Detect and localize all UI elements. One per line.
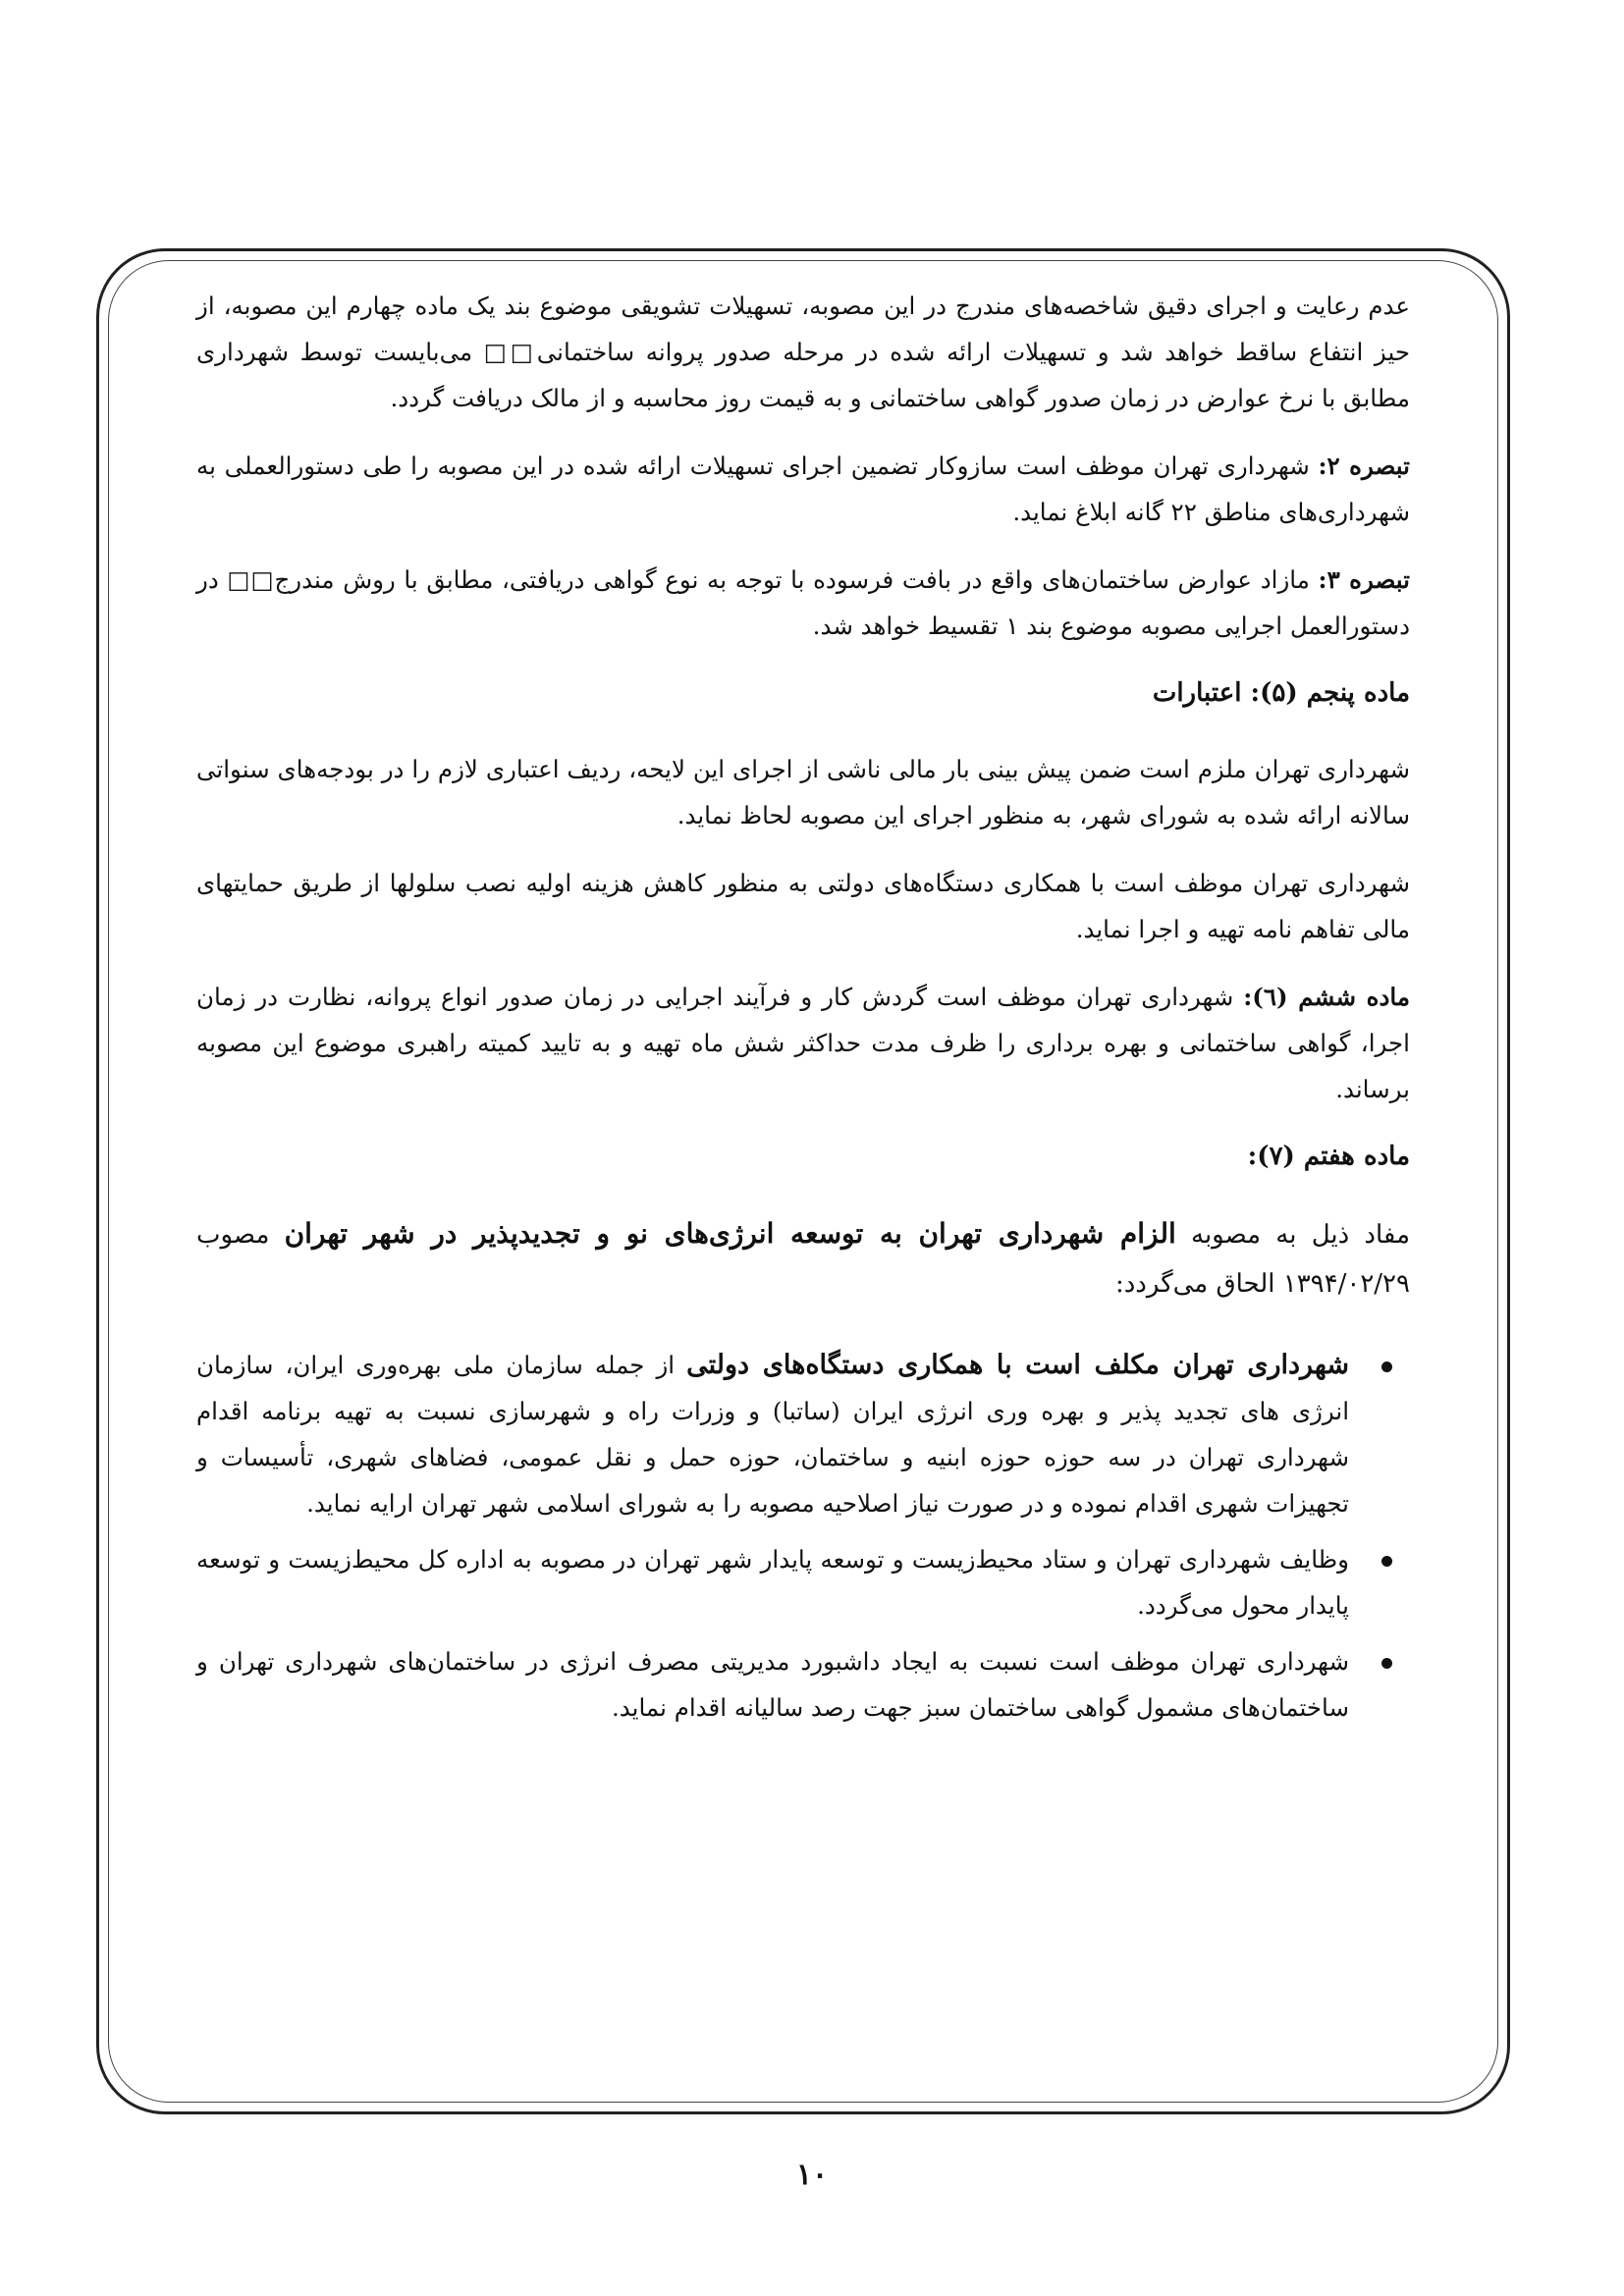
paragraph-noncompliance: عدم رعایت و اجرای دقیق شاخصه‌های مندرج در این مصوبه، تسهیلات تشویقی موضوع بند یک ماده چهارم این مصوبه، از حیز انتفاع ساقط خواهد شد و تسهیلات ارائه شده در مرحله صدور پروانه ساختمانی□□ می‌بایست توسط شهرداری مطابق با نرخ عوارض در زمان صدور گواهی ساختمانی و به قیمت روز محاسبه و از مالک دریافت گردد. bbox=[196, 292, 1410, 412]
note-3-label: تبصره ۳: bbox=[1318, 565, 1410, 594]
list-item-text: شهرداری تهران موظف است نسبت به ایجاد داشبورد مدیریتی مصرف انرژی در ساختمان‌های شهرداری تهران و ساختمان‌های مشمول گواهی ساختمان سبز جهت رصد سالیانه اقدام نماید. bbox=[196, 1647, 1349, 1722]
list-item bbox=[196, 1536, 1410, 1629]
article-5-paragraph-cooperation: شهرداری تهران موظف است با همکاری دستگاه‌های دولتی به منظور کاهش هزینه اولیه نصب سلولها از طریق حمایتهای مالی تفاهم نامه تهیه و اجرا نماید. bbox=[196, 869, 1410, 943]
note-2 bbox=[196, 443, 1410, 535]
article-7-heading: ماده هفتم (۷): bbox=[1247, 1142, 1410, 1171]
bullet-icon bbox=[1381, 1658, 1392, 1669]
article-7-lead-post: مصوب ۱۳۹۴/۰۲/۲۹ الحاق می‌گردد: bbox=[196, 1220, 1410, 1299]
article-6 bbox=[196, 974, 1410, 1112]
note-2-label: تبصره ۲: bbox=[1318, 452, 1410, 480]
bullet-icon bbox=[1381, 1362, 1392, 1372]
article-7-lead bbox=[196, 1209, 1410, 1308]
list-item-text: وظایف شهرداری تهران و ستاد محیط‌زیست و توسعه پایدار شهر تهران در مصوبه به اداره کل محیط‌زیست و توسعه پایدار محول می‌گردد. bbox=[196, 1545, 1349, 1620]
note-2-text: شهرداری تهران موظف است سازوکار تضمین اجرای تسهیلات ارائه شده در این مصوبه را طی دستورالعملی به شهرداری‌های مناطق ۲۲ گانه ابلاغ نماید. bbox=[196, 452, 1410, 526]
article-6-text: شهرداری تهران موظف است گردش کار و فرآیند اجرایی در زمان صدور انواع پروانه، نظارت در زمان اجرا، گواهی ساختمانی و بهره برداری را ظرف مدت حداکثر شش ماه تهیه و به تایید کمیته راهبری موضوع این مصوبه برساند. bbox=[196, 983, 1410, 1103]
list-item-text: از جمله سازمان ملی بهره‌وری ایران، سازمان انرژی های تجدید پذیر و بهره وری انرژی ایران (ساتبا) و وزرات راه و شهرسازی نسبت به تهیه برنامه اقدام شهرداری تهران در سه حوزه حوزه ابنیه و ساختمان، حوزه حمل و نقل عمومی، فضاهای شهری، تأسیسات و تجهیزات شهری اقدام نموده و در صورت نیاز اصلاحیه مصوبه را به شورای اسلامی شهر تهران ارایه نماید. bbox=[196, 1351, 1349, 1518]
note-3-text: مازاد عوارض ساختمان‌های واقع در بافت فرسوده با توجه به نوع گواهی دریافتی، مطابق با روش مندرج□□ در دستورالعمل اجرایی مصوبه موضوع بند ۱ تقسیط خواهد شد. bbox=[196, 565, 1410, 640]
list-item bbox=[196, 1638, 1410, 1731]
article-6-label: ماده ششم (٦): bbox=[1243, 983, 1410, 1011]
article-5-paragraph-budget: شهرداری تهران ملزم است ضمن پیش بینی بار مالی ناشی از اجرای این لایحه، ردیف اعتباری لازم را در بودجه‌های سنواتی سالانه ارائه شده به شورای شهر، به منظور اجرای این مصوبه لحاظ نماید. bbox=[196, 755, 1410, 829]
list-item bbox=[196, 1342, 1410, 1526]
article-7-lead-pre: مفاد ذیل به مصوبه bbox=[1175, 1220, 1410, 1250]
list-item-bold: شهرداری تهران مکلف است با همکاری دستگاه‌های دولتی bbox=[686, 1350, 1350, 1380]
document-body bbox=[196, 283, 1410, 1740]
article-5-heading: ماده پنجم (۵): اعتبارات bbox=[1152, 678, 1410, 708]
note-3 bbox=[196, 557, 1410, 649]
page-number: ۱۰ bbox=[795, 2158, 829, 2192]
article-7-bullet-list bbox=[196, 1342, 1410, 1731]
article-7-lead-title: الزام شهرداری تهران به توسعه انرژی‌های نو و تجدیدپذیر در شهر تهران bbox=[284, 1217, 1176, 1250]
bullet-icon bbox=[1381, 1556, 1392, 1567]
